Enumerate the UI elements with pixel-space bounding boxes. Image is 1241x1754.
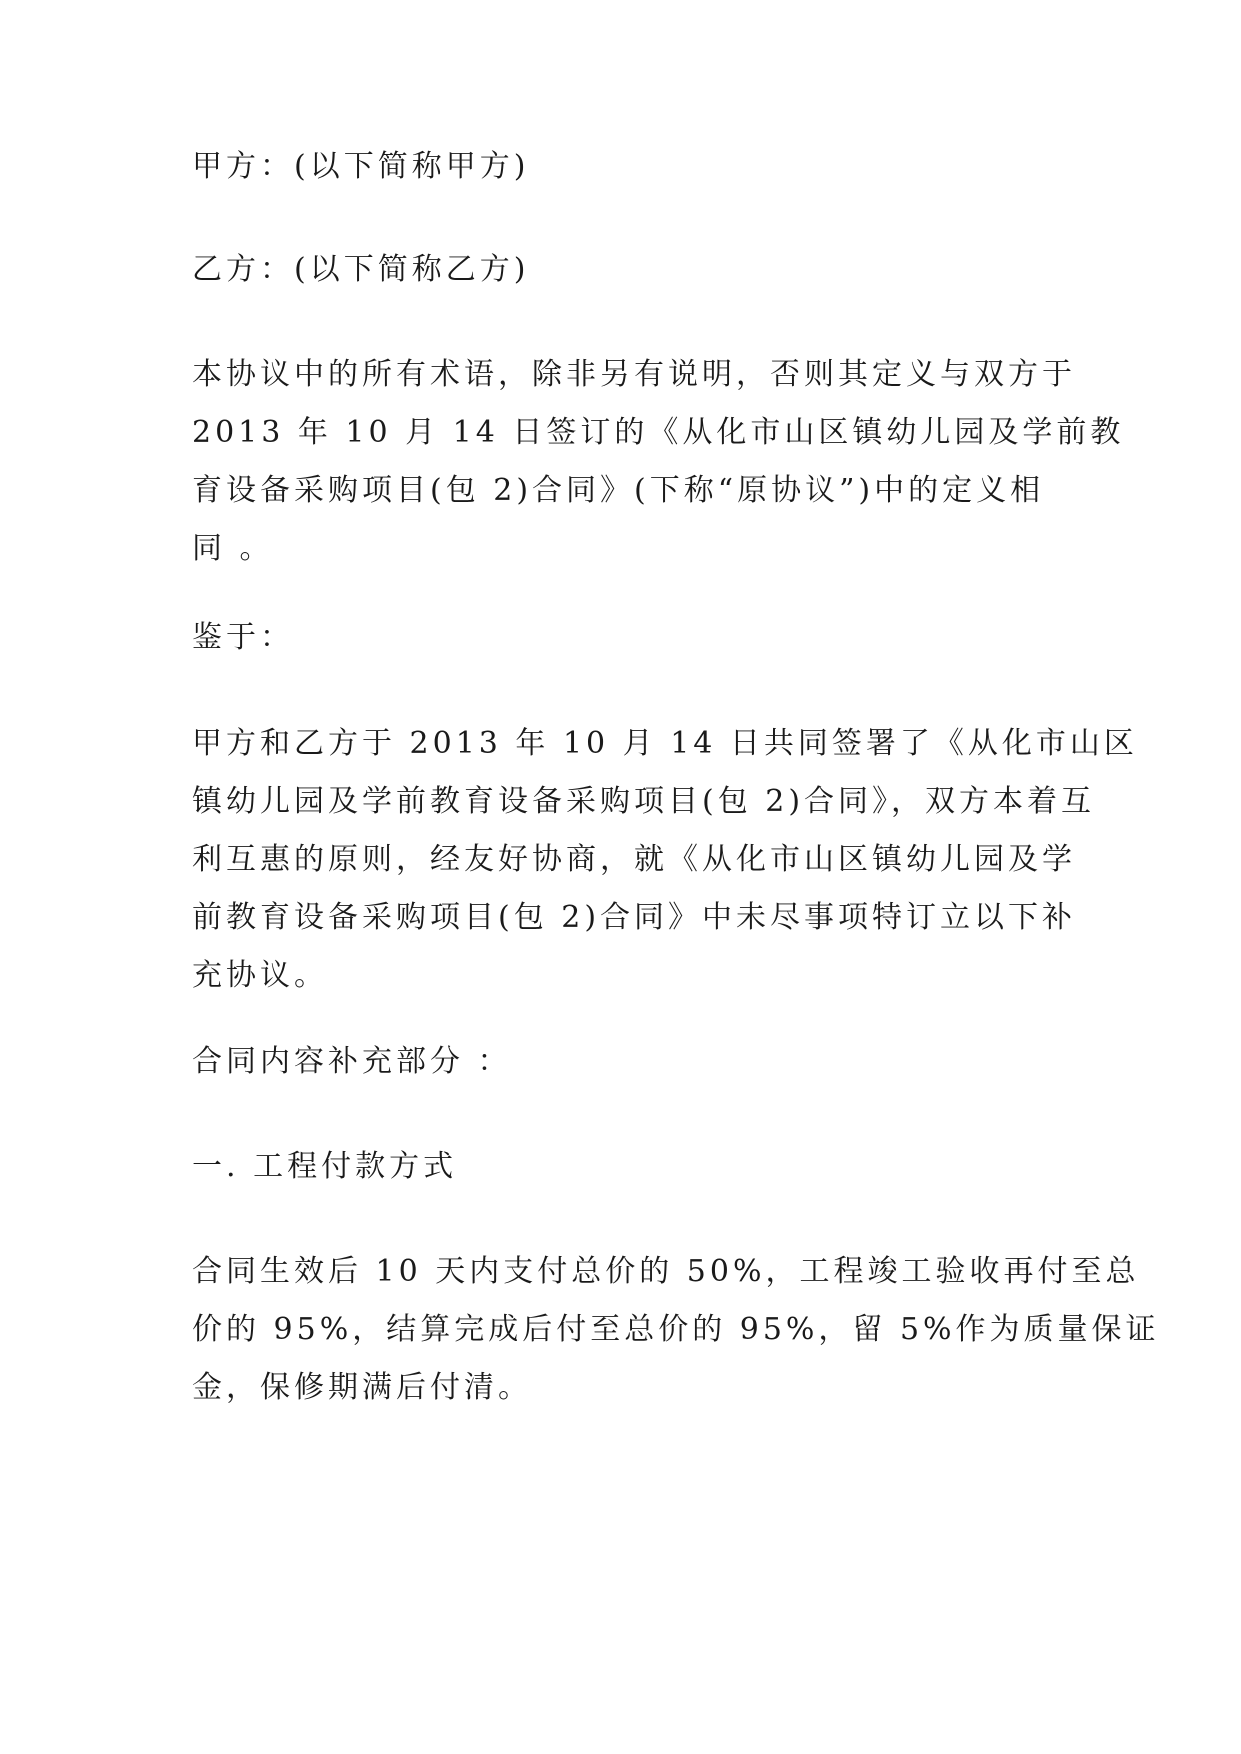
section-1-heading [192, 1138, 1062, 1196]
definitions-line: 本协议中的所有术语，除非另有说明，否则其定义与双方于 [192, 357, 1076, 392]
payment-terms-paragraph [192, 1243, 1160, 1417]
whereas-heading-text: 鉴于： [192, 620, 294, 655]
supplement-heading [192, 1033, 1062, 1091]
supplement-heading-text: 合同内容补充部分 ： [192, 1044, 512, 1079]
payment-terms-line: 价的 95%，结算完成后付至总价的 95%，留 5%作为质量保证 [192, 1312, 1160, 1347]
whereas-heading [192, 609, 1062, 667]
definitions-line: 同 。 [192, 531, 274, 566]
party-a-text: 甲方：(以下简称甲方) [192, 149, 530, 184]
whereas-line: 镇幼儿园及学前教育设备采购项目(包 2)合同》，双方本着互 [192, 784, 1096, 819]
definitions-paragraph [192, 346, 1125, 578]
definitions-line: 2013 年 10 月 14 日签订的《从化市山区镇幼儿园及学前教 [192, 415, 1125, 450]
whereas-paragraph [192, 715, 1138, 1005]
whereas-line: 充协议。 [192, 958, 328, 993]
party-a-line [192, 138, 1062, 196]
whereas-line: 利互惠的原则，经友好协商，就《从化市山区镇幼儿园及学 [192, 842, 1076, 877]
payment-terms-line: 合同生效后 10 天内支付总价的 50%，工程竣工验收再付至总 [192, 1254, 1140, 1289]
party-b-text: 乙方：(以下简称乙方) [192, 252, 530, 287]
section-1-heading-text: 一. 工程付款方式 [192, 1149, 458, 1184]
definitions-line: 育设备采购项目(包 2)合同》(下称“原协议”)中的定义相 [192, 473, 1045, 508]
party-b-line [192, 241, 1062, 299]
whereas-line: 甲方和乙方于 2013 年 10 月 14 日共同签署了《从化市山区 [192, 726, 1138, 761]
whereas-line: 前教育设备采购项目(包 2)合同》中未尽事项特订立以下补 [192, 900, 1077, 935]
payment-terms-line: 金，保修期满后付清。 [192, 1370, 532, 1405]
